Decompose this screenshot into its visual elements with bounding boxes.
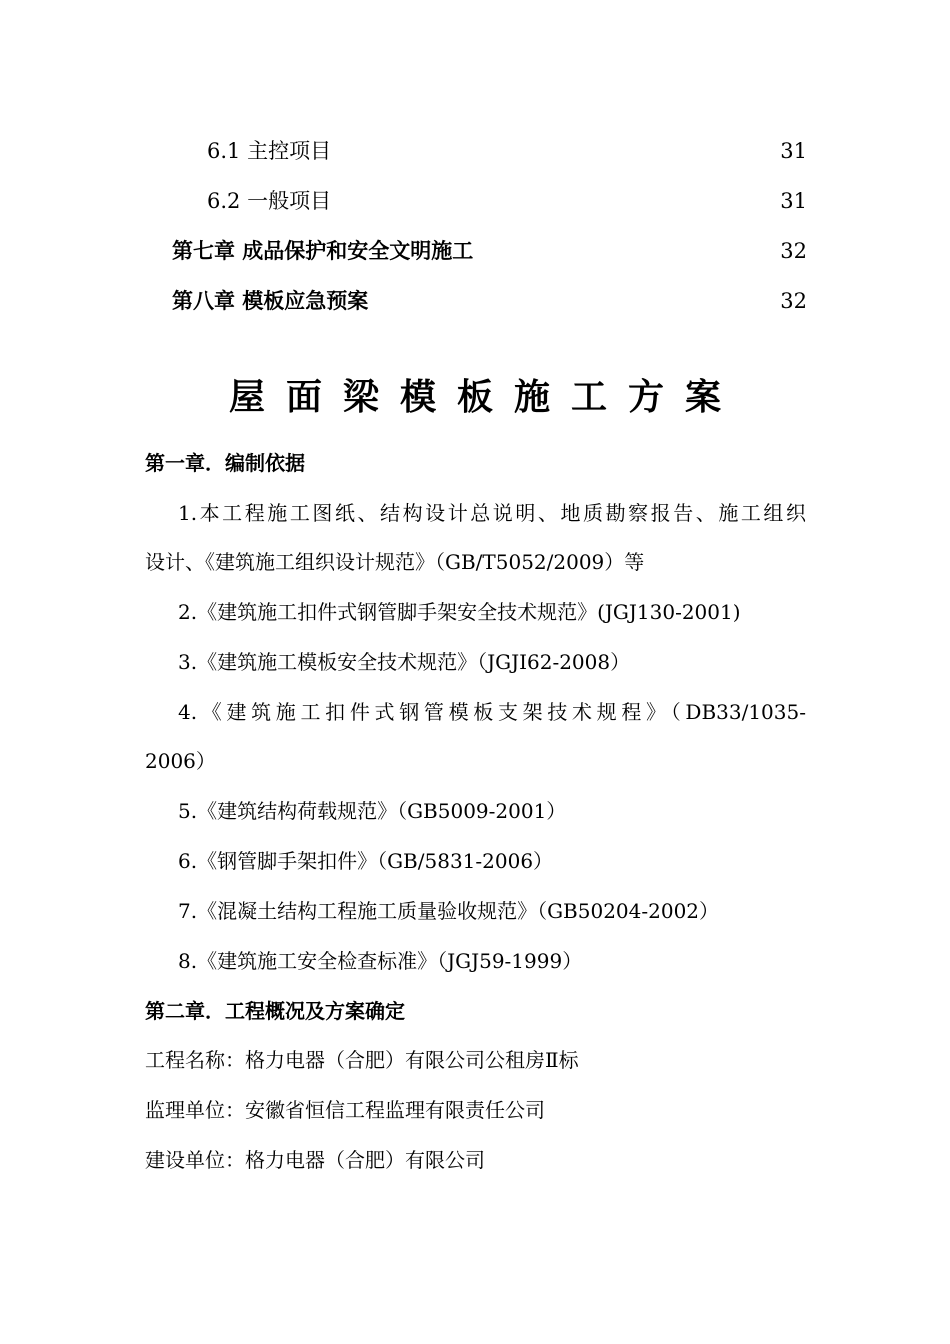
supervision-unit: 监理单位：安徽省恒信工程监理有限责任公司 [145, 1098, 545, 1122]
reference-item: 5.《建筑结构荷载规范》（GB5009-2001） [178, 799, 567, 823]
toc-entry-title: 6.2 一般项目 [207, 189, 332, 213]
reference-item: 7.《混凝土结构工程施工质量验收规范》（GB50204-2002） [178, 899, 720, 923]
reference-item: 4.《建筑施工扣件式钢管模板支架技术规程》（DB33/1035- [178, 700, 806, 724]
document-title: 屋面梁模板施工方案 [228, 376, 742, 418]
toc-entry [0, 136, 950, 166]
construction-unit: 建设单位：格力电器（合肥）有限公司 [145, 1148, 485, 1172]
toc-entry-page: 31 [780, 189, 807, 213]
reference-item: 8.《建筑施工安全检查标准》（JGJ59-1999） [178, 949, 583, 973]
toc-entry [0, 286, 950, 316]
toc-entry-page: 31 [780, 139, 807, 163]
toc-entry-title: 第八章 模板应急预案 [172, 289, 369, 313]
project-name: 工程名称：格力电器（合肥）有限公司公租房Ⅱ标 [145, 1048, 579, 1072]
chapter-heading: 第一章．编制依据 [145, 451, 305, 475]
toc-entry-page: 32 [780, 239, 807, 263]
chapter-heading: 第二章．工程概况及方案确定 [145, 999, 405, 1023]
reference-item: 6.《钢管脚手架扣件》（GB/5831-2006） [178, 849, 554, 873]
reference-item: 2.《建筑施工扣件式钢管脚手架安全技术规范》(JGJ130-2001) [178, 600, 741, 624]
toc-entry-title: 6.1 主控项目 [207, 139, 332, 163]
reference-item: 3.《建筑施工模板安全技术规范》（JGJI62-2008） [178, 650, 631, 674]
reference-item-continued: 设计、《建筑施工组织设计规范》（GB/T5052/2009）等 [145, 550, 645, 574]
toc-entry-page: 32 [780, 289, 807, 313]
toc-entry [0, 186, 950, 216]
reference-item-continued: 2006） [145, 749, 216, 773]
reference-item: 1.本工程施工图纸、结构设计总说明、地质勘察报告、施工组织 [178, 501, 806, 525]
toc-entry [0, 236, 950, 266]
toc-entry-title: 第七章 成品保护和安全文明施工 [172, 239, 474, 263]
